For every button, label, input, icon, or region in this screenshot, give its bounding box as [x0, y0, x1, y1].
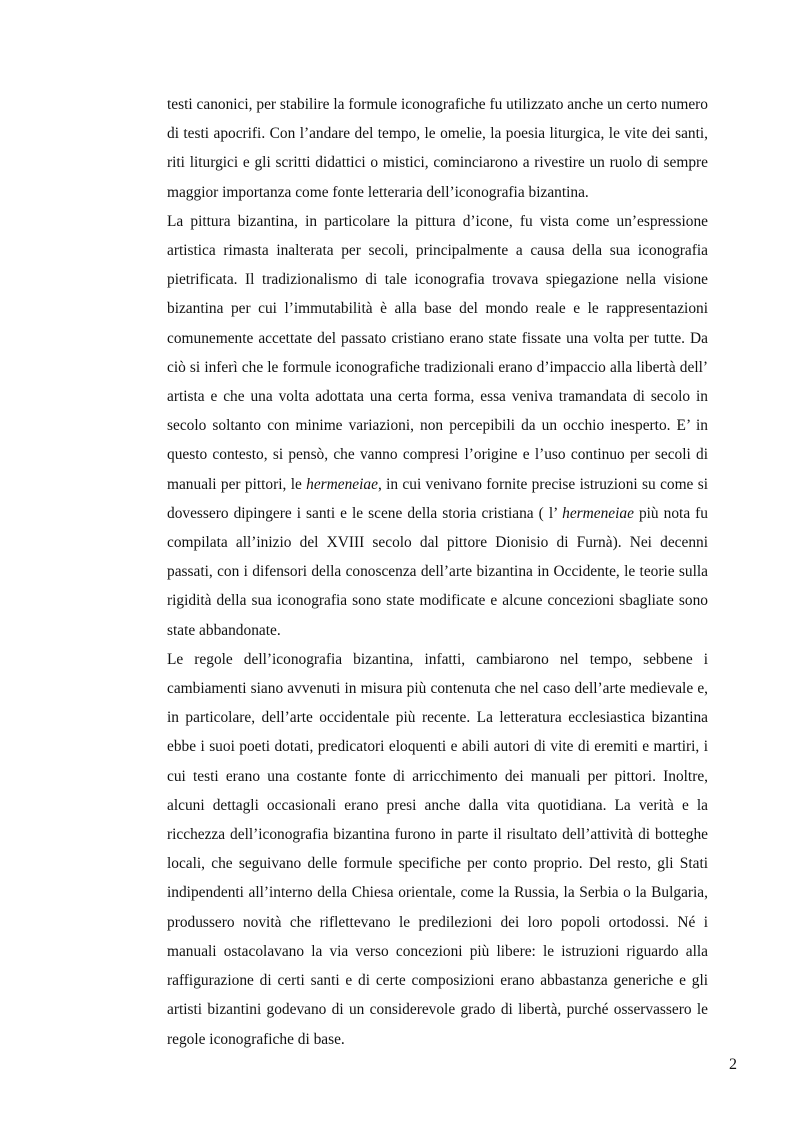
paragraph-1: [167, 90, 708, 207]
paragraph-2: [167, 207, 708, 645]
paragraph-1-text: testi canonici, per stabilire la formule iconografiche fu utilizzato anche un certo numero di testi apocrifi. Con l’andare del tempo, le omelie, la poesia liturgica, le vite dei santi, riti liturgici e gli scritti didattici o mistici, cominciarono a rivestire un ruolo di sempre maggior importanza come fonte letteraria dell’iconografia bizantina.: [167, 96, 708, 201]
paragraph-2-text-c: più nota fu compilata all’inizio del XVIII secolo dal pittore Dionisio di Furnà). Nei decenni passati, con i difensori della conoscenza dell’arte bizantina in Occidente, le teorie sulla rigidità della sua iconografia sono state modificate e alcune concezioni sbagliate sono state abbandonate.: [167, 504, 708, 639]
body-text: [167, 90, 708, 1054]
page-number: 2: [729, 1056, 737, 1073]
paragraph-2-text-a: La pittura bizantina, in particolare la pittura d’icone, fu vista come un’espressione artistica rimasta inalterata per secoli, principalmente a causa della sua iconografia pietrificata. Il tradizionalismo di tale iconografia trovava spiegazione nella visione bizantina per cui l’immutabilità è alla base del mondo reale e le rappresentazioni comunemente accettate del passato cristiano erano state fissate una volta per tutte. Da ciò si inferì che le formule iconografiche tradizionali erano d’impaccio alla libertà dell’ artista e che una volta adottata una certa forma, essa veniva tramandata di secolo in secolo soltanto con minime variazioni, non percepibili da un occhio inesperto. E’ in questo contesto, si pensò, che vanno compresi l’origine e l’uso continuo per secoli di manuali per pittori, le: [167, 212, 708, 493]
paragraph-3: [167, 645, 708, 1054]
paragraph-2-text-b: , in cui venivano fornite precise istruzioni su come si dovessero dipingere i santi e le scene della storia cristiana ( l’: [167, 475, 708, 522]
paragraph-2-term-hermeneiae-2: hermeneiae: [562, 504, 634, 522]
paragraph-3-text: Le regole dell’iconografia bizantina, infatti, cambiarono nel tempo, sebbene i cambiamenti siano avvenuti in misura più contenuta che nel caso dell’arte medievale e, in particolare, dell’arte occidentale più recente. La letteratura ecclesiastica bizantina ebbe i suoi poeti dotati, predicatori eloquenti e abili autori di vite di eremiti e martiri, i cui testi erano una costante fonte di arricchimento dei manuali per pittori. Inoltre, alcuni dettagli occasionali erano presi anche dalla vita quotidiana. La verità e la ricchezza dell’iconografia bizantina furono in parte il risultato dell’attività di botteghe locali, che seguivano delle formule specifiche per conto proprio. Del resto, gli Stati indipendenti all’interno della Chiesa orientale, come la Russia, la Serbia o la Bulgaria, produssero novità che riflettevano le predilezioni dei loro popoli ortodossi. Né i manuali ostacolavano la via verso concezioni più libere: le istruzioni riguardo alla raffigurazione di certi santi e di certe composizioni erano abbastanza generiche e gli artisti bizantini godevano di un considerevole grado di libertà, purché osservassero le regole iconografiche di base.: [167, 650, 708, 1048]
paragraph-2-term-hermeneiae: hermeneiae: [306, 475, 378, 493]
